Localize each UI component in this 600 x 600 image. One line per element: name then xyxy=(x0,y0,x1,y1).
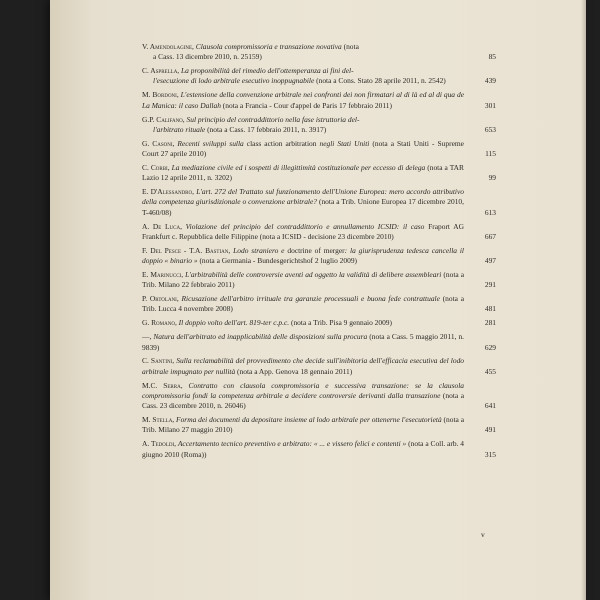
table-of-contents xyxy=(142,42,496,463)
toc-entry xyxy=(142,380,496,412)
entry-page-number: 301 xyxy=(484,100,496,110)
entry-text xyxy=(142,42,464,63)
book-page xyxy=(50,0,586,600)
entry-page-number: 491 xyxy=(484,425,496,435)
entry-author: E. Marinucci, xyxy=(142,269,184,279)
toc-entry xyxy=(142,318,496,328)
entry-title: Natura dell'arbitrato ed inapplicabilità delle disposizioni sulla procura xyxy=(153,332,368,342)
toc-entry xyxy=(142,162,496,184)
entry-note-continued: a Cass. 13 dicembre 2010, n. 25159) xyxy=(153,52,262,62)
entry-page-number: 115 xyxy=(485,149,496,158)
entry-page-number: 629 xyxy=(484,342,496,352)
entry-text xyxy=(142,90,464,111)
entry-text xyxy=(142,246,464,267)
entry-page-number: 481 xyxy=(484,304,496,314)
entry-text xyxy=(142,139,464,160)
entry-note: (nota a Cons. Stato 28 aprile 2011, n. 2542) xyxy=(316,76,446,86)
entry-text xyxy=(142,415,464,436)
entry-note: (nota xyxy=(343,42,359,51)
entry-note: (nota a Trib. Milano 27 maggio 2010) xyxy=(142,415,464,435)
entry-author: G. Casoni, xyxy=(142,138,175,148)
entry-author: A. Tedoldi, xyxy=(142,439,176,449)
entry-page-number: 641 xyxy=(484,401,496,411)
entry-text xyxy=(142,163,464,184)
entry-note: (nota a Cass. 17 febbraio 2011, n. 3917) xyxy=(207,124,327,134)
entry-author: M.C. Serra, xyxy=(142,380,183,390)
entry-text xyxy=(142,318,464,328)
entry-title: Sul principio del contraddittorio nella fase istruttoria del- xyxy=(186,114,360,124)
entry-title-continued: l'esecuzione di lodo arbitrale esecutivo inoppugnabile xyxy=(153,76,315,86)
toc-entry xyxy=(142,294,496,315)
entry-title-end: negli Stati Uniti xyxy=(319,138,370,148)
entry-title: Clausola compromissoria e transazione novativa xyxy=(195,42,342,51)
entry-text xyxy=(142,439,464,460)
entry-text xyxy=(142,187,464,218)
entry-title: Violazione del principio del contraddittorio e annullamento ICSID: il caso xyxy=(185,221,425,231)
entry-note: (nota a ICSID - decisione 23 dicembre 2010) xyxy=(259,231,394,241)
toc-entry xyxy=(142,356,496,377)
entry-title: Sulla reclamabilità del provvedimento che decide sull'inibitoria dell'efficacia esecutiva del lodo arbitrale impugnato per nullità xyxy=(142,356,465,376)
toc-entry xyxy=(142,332,496,353)
entry-title: Forma dei documenti da depositare insieme al lodo arbitrale per ottenerne l'esecutorietà xyxy=(176,415,442,425)
entry-note: (nota a Stati Uniti - Supreme Court 27 aprile 2010) xyxy=(142,138,464,158)
entry-page-number: 653 xyxy=(484,124,496,134)
entry-title: L'arbitrabilità delle controversie aventi ad oggetto la validità di delibere assembleari xyxy=(185,269,442,279)
toc-entry xyxy=(142,114,496,136)
entry-author: C. Santini, xyxy=(142,356,175,366)
entry-author: P. Ortolani, xyxy=(142,294,179,304)
entry-text xyxy=(142,66,464,87)
entry-title: Ricusazione dell'arbitro irrituale tra garanzie processuali e buona fede contrattuale xyxy=(181,294,440,304)
entry-text xyxy=(142,270,464,291)
entry-note: (nota a Trib. Unione Europea 17 dicembre 2010, T-460/08) xyxy=(142,197,464,217)
entry-note: (nota a Cass. 5 maggio 2011, n. 9839) xyxy=(142,332,465,352)
entry-page-number: 455 xyxy=(484,366,496,376)
entry-note: (nota a Germania - Bundesgerichtshof 2 luglio 2009) xyxy=(199,256,358,265)
entry-author: A. De Luca, xyxy=(142,221,182,231)
toc-entry xyxy=(142,439,496,460)
entry-note: (nota a Trib. Milano 22 febbraio 2011) xyxy=(142,269,465,290)
entry-author: M. Bordoni, xyxy=(142,90,179,100)
entry-title: L'art. 272 del Trattato sul funzionamento dell'Unione Europea: mero accordo attributivo della competenza giurisdizionale o convenzione arbitrale? xyxy=(142,187,465,207)
entry-title: Il doppio volto dell'art. 819-ter c.p.c. xyxy=(178,318,290,328)
entry-author: G. Romano, xyxy=(142,318,177,328)
entry-note: (nota a Trib. Lucca 4 novembre 2008) xyxy=(142,294,465,314)
entry-page-number: 315 xyxy=(484,449,496,459)
entry-page-number: 291 xyxy=(484,280,496,290)
entry-note: (nota a Cass. 23 dicembre 2010, n. 26046) xyxy=(142,390,464,411)
toc-entry xyxy=(142,221,496,243)
entry-author: M. Stella, xyxy=(142,415,175,425)
entry-author: C. Asprella, xyxy=(142,66,180,76)
entry-text xyxy=(142,356,464,377)
toc-entry xyxy=(142,245,496,267)
entry-text xyxy=(142,294,464,315)
entry-title-end: : la giurisprudenza tedesca cancella il doppio « binario » xyxy=(142,245,464,265)
entry-text xyxy=(142,332,464,353)
entry-page-number: 613 xyxy=(484,207,496,217)
entry-author: E. D'Alessandro, xyxy=(142,187,194,197)
entry-text xyxy=(142,381,464,412)
toc-entry xyxy=(142,42,496,63)
toc-entry xyxy=(142,66,496,87)
entry-note: (nota a Trib. Pisa 9 gennaio 2009) xyxy=(290,318,393,328)
entry-text xyxy=(142,115,464,136)
entry-page-number: 99 xyxy=(488,173,496,183)
entry-title: L'estensione della convenzione arbitrale nei confronti dei non firmatari al di là ed al di qua de La Manica: il caso Dallah xyxy=(142,90,464,110)
toc-entry xyxy=(142,138,496,160)
entry-title-roman: class action arbitration xyxy=(246,138,317,148)
entry-page-number: 281 xyxy=(484,318,496,328)
entry-author: G.P. Califano, xyxy=(142,114,185,124)
entry-note: (nota a Francia - Cour d'appel de Paris 17 febbraio 2011) xyxy=(222,100,392,110)
entry-title: La proponibilità del rimedio dell'ottemperanza ai fini del- xyxy=(181,66,354,76)
entry-page-number: 439 xyxy=(484,76,496,86)
entry-page-number: 497 xyxy=(484,256,496,265)
page-folio: v xyxy=(481,530,485,539)
entry-title: Accertamento tecnico preventivo e arbitrato: « ... e vissero felici e contenti » xyxy=(177,439,407,449)
entry-author: —, xyxy=(142,332,152,342)
toc-entry xyxy=(142,187,496,218)
entry-author: V. Amendolagine, xyxy=(142,42,194,51)
entry-title: Contratto con clausola compromissoria e successiva transazione: se la clausola compromissoria fondi la competenza arbitrale a decidere controversie derivanti dalla transazione xyxy=(142,380,465,400)
entry-text xyxy=(142,222,464,243)
entry-author: F. Del Pesce - T.A. Bastian, xyxy=(142,245,231,255)
entry-page-number: 667 xyxy=(484,231,496,241)
entry-title-roman: Fraport AG Frankfurt c. Repubblica delle Filippine xyxy=(142,221,465,241)
entry-note: (nota a App. Genova 18 gennaio 2011) xyxy=(237,366,353,376)
entry-note: (nota a Coll. arb. 4 giugno 2010 (Roma)) xyxy=(142,439,465,459)
toc-entry xyxy=(142,415,496,436)
toc-entry xyxy=(142,269,496,291)
entry-title-roman: doctrine of merger xyxy=(287,245,345,255)
entry-title-continued: l'arbitrato rituale xyxy=(153,124,206,134)
entry-author: C. Corbi, xyxy=(142,162,170,172)
entry-title: Lodo straniero e xyxy=(233,245,285,255)
entry-title: La mediazione civile ed i sospetti di illegittimità costituzionale per eccesso di delega xyxy=(171,162,426,172)
entry-title: Recenti sviluppi sulla xyxy=(177,138,244,148)
toc-entry xyxy=(142,90,496,111)
entry-note: (nota a TAR Lazio 12 aprile 2011, n. 3202) xyxy=(142,162,464,183)
entry-page-number: 85 xyxy=(488,52,496,62)
